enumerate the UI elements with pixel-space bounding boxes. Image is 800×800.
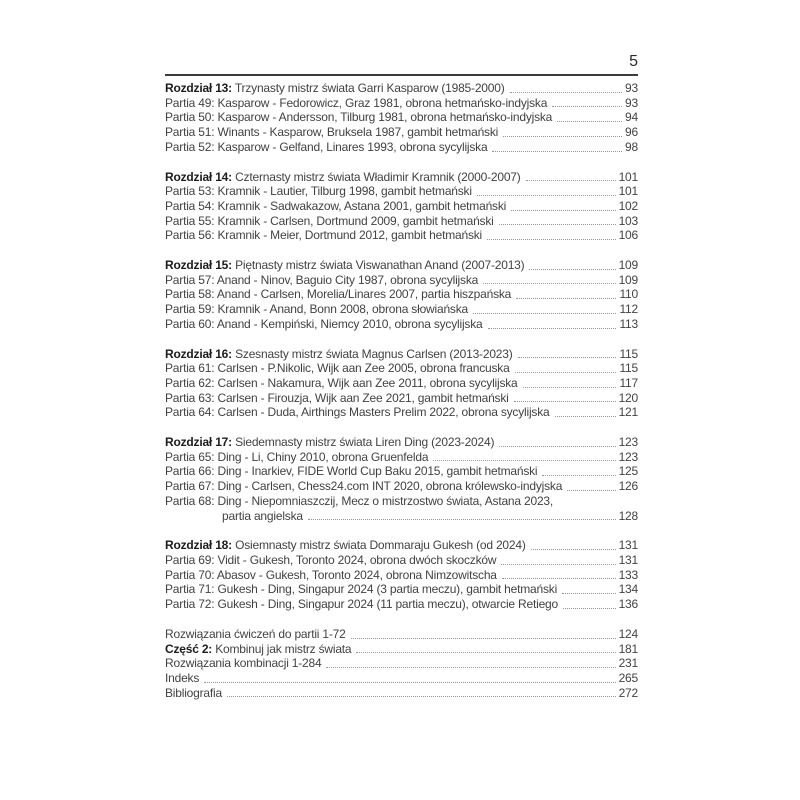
toc-entry-text xyxy=(165,361,510,376)
toc-entry-label: Kombinuj jak mistrz świata xyxy=(212,641,352,656)
dot-leader xyxy=(483,283,615,284)
toc-entry-text xyxy=(165,405,550,420)
toc-entry-label: Partia 69: Vidit - Gukesh, Toronto 2024, obrona dwóch skoczków xyxy=(165,552,497,567)
toc-page-number: 265 xyxy=(618,670,638,685)
toc-entry-text xyxy=(222,509,303,524)
dot-leader xyxy=(499,224,616,225)
dot-leader xyxy=(503,136,622,137)
dot-leader xyxy=(356,652,615,653)
toc-entry xyxy=(165,110,638,125)
toc-page-number: 125 xyxy=(618,464,638,479)
toc-entry-text xyxy=(165,391,509,406)
toc-entry-text xyxy=(165,376,518,391)
toc-page-number: 123 xyxy=(618,449,638,464)
toc-sections xyxy=(165,81,638,700)
dot-leader xyxy=(511,210,615,211)
toc-entry-label: Partia 64: Carlsen - Duda, Airthings Masters Prelim 2022, obrona sycylijska xyxy=(165,405,550,420)
toc-entry xyxy=(165,317,638,332)
toc-entry-label: Partia 70: Abasov - Gukesh, Toronto 2024, obrona Nimzowitscha xyxy=(165,567,497,582)
dot-leader xyxy=(502,578,616,579)
toc-entry xyxy=(165,627,638,642)
toc-entry xyxy=(165,361,638,376)
toc-entry-label: Partia 49: Kasparow - Fedorowicz, Graz 1981, obrona hetmańsko-indyjska xyxy=(165,95,548,110)
toc-page-number: 109 xyxy=(618,258,638,273)
toc-page-number: 128 xyxy=(618,508,638,523)
toc-entry-text xyxy=(165,81,505,96)
toc-entry-text xyxy=(165,287,511,302)
toc-entry-label: Bibliografia xyxy=(165,685,222,700)
toc-entry-bold-label: Rozdział 16: xyxy=(165,346,232,361)
toc-page-number: 272 xyxy=(618,685,638,700)
toc-entry-label: Partia 61: Carlsen - P.Nikolic, Wijk aan Zee 2005, obrona francuska xyxy=(165,361,510,376)
toc-page-number: 231 xyxy=(618,656,638,671)
toc-page-number: 106 xyxy=(618,228,638,243)
toc-entry xyxy=(165,347,638,362)
dot-leader xyxy=(351,638,616,639)
page-number: 5 xyxy=(629,53,638,70)
dot-leader xyxy=(516,298,616,299)
toc-entry xyxy=(165,405,638,420)
toc-entry-bold-label: Rozdział 18: xyxy=(165,538,232,553)
toc-page-number: 115 xyxy=(619,361,638,376)
toc-page-number: 98 xyxy=(625,139,638,154)
toc-entry xyxy=(165,273,638,288)
toc-entry-label: Partia 59: Kramnik - Anand, Bonn 2008, obrona słowiańska xyxy=(165,302,468,317)
toc-entry xyxy=(165,568,638,583)
dot-leader xyxy=(477,195,616,196)
dot-leader xyxy=(518,357,617,358)
toc-entry-label: Partia 51: Winants - Kasparow, Bruksela 1987, gambit hetmański xyxy=(165,125,499,140)
toc-page-number: 93 xyxy=(625,95,638,110)
toc-entry-text xyxy=(165,317,483,332)
toc-entry xyxy=(165,391,638,406)
toc-entry-label: Partia 50: Kasparow - Andersson, Tilburg 1981, obrona hetmańsko-indyjska xyxy=(165,110,553,125)
toc-entry-text xyxy=(165,347,513,362)
toc-entry-label: Rozwiązania kombinacji 1-284 xyxy=(165,656,322,671)
dot-leader xyxy=(492,151,622,152)
toc-entry xyxy=(165,553,638,568)
toc-entry-label: Partia 72: Gukesh - Ding, Singapur 2024 (11 partia meczu), otwarcie Retiego xyxy=(165,597,558,612)
toc-entry xyxy=(165,671,638,686)
toc-entry-text xyxy=(165,96,547,111)
toc-entry-label: Partia 71: Gukesh - Ding, Singapur 2024 (3 partia meczu), gambit hetmański xyxy=(165,582,558,597)
toc-entry-bold-label: Rozdział 17: xyxy=(165,435,232,450)
toc-section xyxy=(165,538,638,612)
toc-entry xyxy=(165,686,638,701)
toc-entry-label: Osiemnasty mistrz świata Dommaraju Gukesh (od 2024) xyxy=(231,538,526,553)
toc-entry-label: Rozwiązania ćwiczeń do partii 1-72 xyxy=(165,626,346,641)
dot-leader xyxy=(552,106,622,107)
dot-leader xyxy=(531,549,616,550)
toc-entry xyxy=(165,228,638,243)
toc-section xyxy=(165,347,638,421)
dot-leader xyxy=(501,564,615,565)
toc-entry xyxy=(165,656,638,671)
toc-entry xyxy=(165,376,638,391)
dot-leader xyxy=(487,239,616,240)
toc-entry-label: Partia 54: Kramnik - Sadwakazow, Astana 2001, gambit hetmański xyxy=(165,198,507,213)
toc-entry-label: Partia 66: Ding - Inarkiev, FIDE World Cup Baku 2015, gambit hetmański xyxy=(165,464,538,479)
toc-entry-label: partia angielska xyxy=(222,508,303,523)
toc-entry xyxy=(165,96,638,111)
toc-entry-label: Siedemnasty mistrz świata Liren Ding (2023-2024) xyxy=(231,435,495,450)
toc-page-number: 123 xyxy=(618,435,638,450)
toc-entry-label: Szesnasty mistrz świata Magnus Carlsen (2013-2023) xyxy=(231,346,513,361)
toc-entry-text xyxy=(165,184,472,199)
toc-entry-label: Partia 55: Kramnik - Carlsen, Dortmund 2009, gambit hetmański xyxy=(165,213,494,228)
toc-entry-label: Partia 68: Ding - Niepomniaszczij, Mecz o mistrzostwo świata, Astana 2023, xyxy=(165,493,554,508)
toc-entry-text xyxy=(165,435,494,450)
dot-leader xyxy=(499,446,615,447)
toc-page-number: 131 xyxy=(618,538,638,553)
toc-entry-text xyxy=(165,258,524,273)
dot-leader xyxy=(557,121,622,122)
toc-page-number: 102 xyxy=(618,198,638,213)
toc-page-number: 124 xyxy=(618,626,638,641)
toc-page-number: 103 xyxy=(618,213,638,228)
dot-leader xyxy=(563,608,616,609)
toc-section xyxy=(165,627,638,701)
dot-leader xyxy=(308,519,616,520)
header-rule xyxy=(165,74,638,76)
toc-entry xyxy=(165,184,638,199)
toc-page-number: 136 xyxy=(618,597,638,612)
toc-entry-text xyxy=(165,568,497,583)
dot-leader xyxy=(227,696,616,697)
toc-page-number: 113 xyxy=(619,316,638,331)
toc-page-number: 110 xyxy=(619,287,638,302)
toc-entry-text xyxy=(165,273,478,288)
toc-entry-text xyxy=(165,656,321,671)
toc-entry xyxy=(165,464,638,479)
dot-leader xyxy=(326,667,615,668)
toc-content xyxy=(165,0,638,715)
dot-leader xyxy=(542,475,615,476)
toc-entry-text xyxy=(165,671,199,686)
toc-entry xyxy=(165,435,638,450)
toc-section xyxy=(165,81,638,155)
dot-leader xyxy=(529,269,615,270)
toc-entry-text xyxy=(165,582,557,597)
toc-entry-label: Piętnasty mistrz świata Viswanathan Anand (2007-2013) xyxy=(231,258,525,273)
toc-entry-label: Partia 67: Ding - Carlsen, Chess24.com INT 2020, obrona królewsko-indyjska xyxy=(165,479,563,494)
dot-leader xyxy=(510,92,623,93)
toc-entry-label: Partia 58: Anand - Carlsen, Morelia/Linares 2007, partia hiszpańska xyxy=(165,287,512,302)
toc-entry xyxy=(165,479,638,494)
dot-leader xyxy=(562,593,616,594)
dot-leader xyxy=(555,416,616,417)
toc-section xyxy=(165,258,638,332)
toc-page-number: 120 xyxy=(618,390,638,405)
toc-page-number: 112 xyxy=(619,302,638,317)
toc-entry xyxy=(165,582,638,597)
toc-entry xyxy=(165,509,638,524)
toc-page-number: 94 xyxy=(625,110,638,125)
toc-entry xyxy=(165,302,638,317)
dot-leader xyxy=(514,401,616,402)
toc-entry xyxy=(165,140,638,155)
dot-leader xyxy=(515,372,617,373)
toc-page-number: 117 xyxy=(619,375,638,390)
toc-entry-bold-label: Rozdział 14: xyxy=(165,169,232,184)
toc-entry-label: Partia 56: Kramnik - Meier, Dortmund 2012, gambit hetmański xyxy=(165,228,483,243)
toc-entry xyxy=(165,199,638,214)
toc-entry-text xyxy=(165,494,553,509)
toc-entry-text xyxy=(165,140,487,155)
toc-entry xyxy=(165,642,638,657)
toc-entry-label: Partia 53: Kramnik - Lautier, Tilburg 1998, gambit hetmański xyxy=(165,184,472,199)
toc-entry-label: Partia 52: Kasparow - Gelfand, Linares 1993, obrona sycylijska xyxy=(165,139,488,154)
toc-page-number: 133 xyxy=(618,567,638,582)
toc-page-number: 134 xyxy=(618,582,638,597)
toc-page-number: 115 xyxy=(619,346,638,361)
toc-entry-text xyxy=(165,199,506,214)
toc-entry-bold-label: Część 2: xyxy=(165,641,213,656)
toc-entry xyxy=(165,258,638,273)
toc-entry-label: Partia 65: Ding - Li, Chiny 2010, obrona Gruenfelda xyxy=(165,449,429,464)
toc-entry-label: Indeks xyxy=(165,670,200,685)
toc-page-number: 101 xyxy=(618,169,638,184)
dot-leader xyxy=(204,682,615,683)
toc-entry-text xyxy=(165,170,521,185)
toc-entry-text xyxy=(165,597,558,612)
toc-entry-bold-label: Rozdział 15: xyxy=(165,258,232,273)
toc-page-number: 131 xyxy=(618,552,638,567)
toc-entry xyxy=(165,597,638,612)
toc-entry xyxy=(165,450,638,465)
toc-entry-text xyxy=(165,464,537,479)
toc-entry-label: Trzynasty mistrz świata Garri Kasparow (1985-2000) xyxy=(231,81,505,95)
toc-entry-text xyxy=(165,450,428,465)
toc-entry-text xyxy=(165,302,468,317)
toc-page-number: 126 xyxy=(618,479,638,494)
toc-entry-text xyxy=(165,228,482,243)
toc-entry-text xyxy=(165,125,498,140)
toc-entry-label: Partia 63: Carlsen - Firouzja, Wijk aan Zee 2021, gambit hetmański xyxy=(165,390,509,405)
toc-page-number: 121 xyxy=(618,405,638,420)
toc-entry-text xyxy=(165,538,526,553)
toc-entry-text xyxy=(165,627,346,642)
toc-entry-text xyxy=(165,110,552,125)
dot-leader xyxy=(433,460,615,461)
toc-entry xyxy=(165,81,638,96)
toc-entry-text xyxy=(165,642,351,657)
toc-entry-text xyxy=(165,686,222,701)
toc-entry-text xyxy=(165,479,562,494)
toc-entry-label: Partia 57: Anand - Ninov, Baguio City 1987, obrona sycylijska xyxy=(165,272,479,287)
dot-leader xyxy=(523,387,617,388)
toc-entry-bold-label: Rozdział 13: xyxy=(165,81,232,95)
toc-entry xyxy=(165,538,638,553)
toc-entry-text xyxy=(165,214,494,229)
toc-entry xyxy=(165,125,638,140)
page-header xyxy=(165,0,638,72)
toc-entry-label: Partia 62: Carlsen - Nakamura, Wijk aan Zee 2011, obrona sycylijska xyxy=(165,375,518,390)
toc-entry xyxy=(165,287,638,302)
toc-entry-label: Czternasty mistrz świata Władimir Kramnik (2000-2007) xyxy=(231,169,521,184)
toc-page-number: 93 xyxy=(625,81,638,95)
dot-leader xyxy=(567,490,615,491)
dot-leader xyxy=(488,328,617,329)
toc-page-number: 96 xyxy=(625,125,638,140)
toc-page-number: 101 xyxy=(618,184,638,199)
toc-section xyxy=(165,170,638,244)
toc-entry xyxy=(165,494,638,509)
toc-entry-label: Partia 60: Anand - Kempiński, Niemcy 2010, obrona sycylijska xyxy=(165,316,483,331)
toc-entry xyxy=(165,214,638,229)
toc-entry xyxy=(165,170,638,185)
toc-entry-text xyxy=(165,553,496,568)
toc-section xyxy=(165,435,638,523)
toc-page-number: 109 xyxy=(618,272,638,287)
dot-leader xyxy=(526,180,616,181)
toc-page-number: 181 xyxy=(618,641,638,656)
dot-leader xyxy=(473,313,616,314)
